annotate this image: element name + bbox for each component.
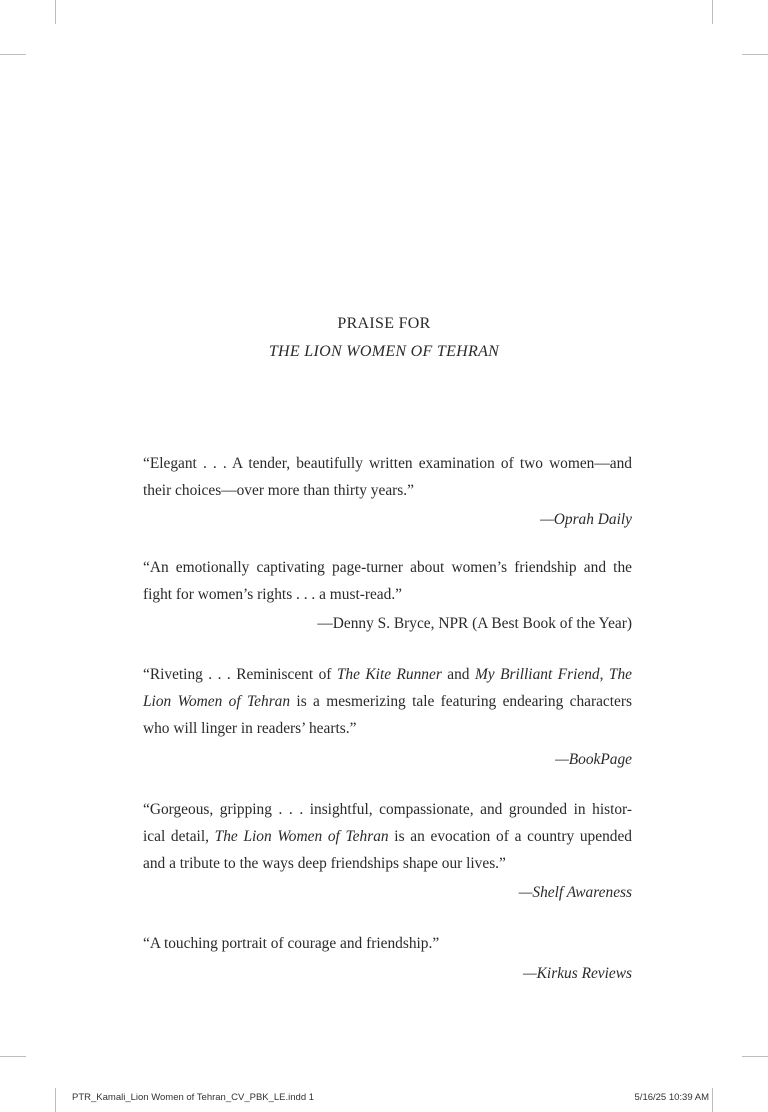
praise-heading: PRAISE FOR — [337, 315, 431, 332]
quote-line: “Riveting . . . Reminiscent of The Kite Runner and My Brilliant Friend, The — [143, 666, 632, 683]
quote-line: and a tribute to the ways deep friendships shape our lives.” — [143, 855, 506, 872]
quote-attribution: —Denny S. Bryce, NPR (A Best Book of the Year) — [317, 615, 632, 632]
crop-mark-bottom-right — [712, 1088, 713, 1112]
book-title-italic: The Lion Women of Tehran — [214, 828, 389, 845]
book-title-italic: The — [608, 666, 632, 683]
quote-line: Lion Women of Tehran is a mesmerizing tale featuring endearing characters — [143, 693, 632, 710]
quote-attribution: —BookPage — [555, 751, 632, 768]
quote-line: ical detail, The Lion Women of Tehran is an evocation of a country upended — [143, 828, 632, 845]
praise-quote — [143, 450, 632, 533]
quote-line: fight for women’s rights . . . a must-read.” — [143, 586, 403, 603]
book-title-italic: Lion Women of Tehran — [143, 693, 291, 710]
quote-attribution: —Kirkus Reviews — [522, 965, 632, 982]
quote-line: their choices—over more than thirty years.” — [143, 482, 414, 499]
quote-line: “Gorgeous, gripping . . . insightful, compassionate, and grounded in histor- — [143, 801, 632, 818]
crop-mark-bottom-left — [55, 1088, 56, 1112]
praise-quote — [143, 796, 632, 906]
slug-datetime: 5/16/25 10:39 AM — [634, 1092, 709, 1103]
book-title-italic: The Kite Runner — [336, 666, 442, 683]
crop-mark-top-left — [55, 0, 56, 24]
praise-quote — [143, 554, 632, 637]
crop-mark-left-top — [0, 54, 26, 55]
quote-line: “A touching portrait of courage and friendship.” — [143, 935, 440, 952]
crop-mark-right-top — [742, 54, 768, 55]
quote-line: “An emotionally captivating page-turner about women’s friendship and the — [143, 559, 632, 576]
quote-line: “Elegant . . . A tender, beautifully written examination of two women—and — [143, 455, 632, 472]
praise-quote — [143, 930, 632, 987]
quote-attribution: —Oprah Daily — [540, 511, 632, 528]
crop-mark-left-bottom — [0, 1056, 26, 1057]
crop-mark-top-right — [712, 0, 713, 24]
book-title: THE LION WOMEN OF TEHRAN — [268, 343, 500, 360]
book-title-italic: My Brilliant Friend — [474, 666, 600, 683]
quote-attribution: —Shelf Awareness — [518, 884, 632, 901]
praise-quote — [143, 661, 632, 773]
slug-filename: PTR_Kamali_Lion Women of Tehran_CV_PBK_LE.indd 1 — [72, 1092, 315, 1103]
quote-line: who will linger in readers’ hearts.” — [143, 720, 357, 737]
crop-mark-right-bottom — [742, 1056, 768, 1057]
